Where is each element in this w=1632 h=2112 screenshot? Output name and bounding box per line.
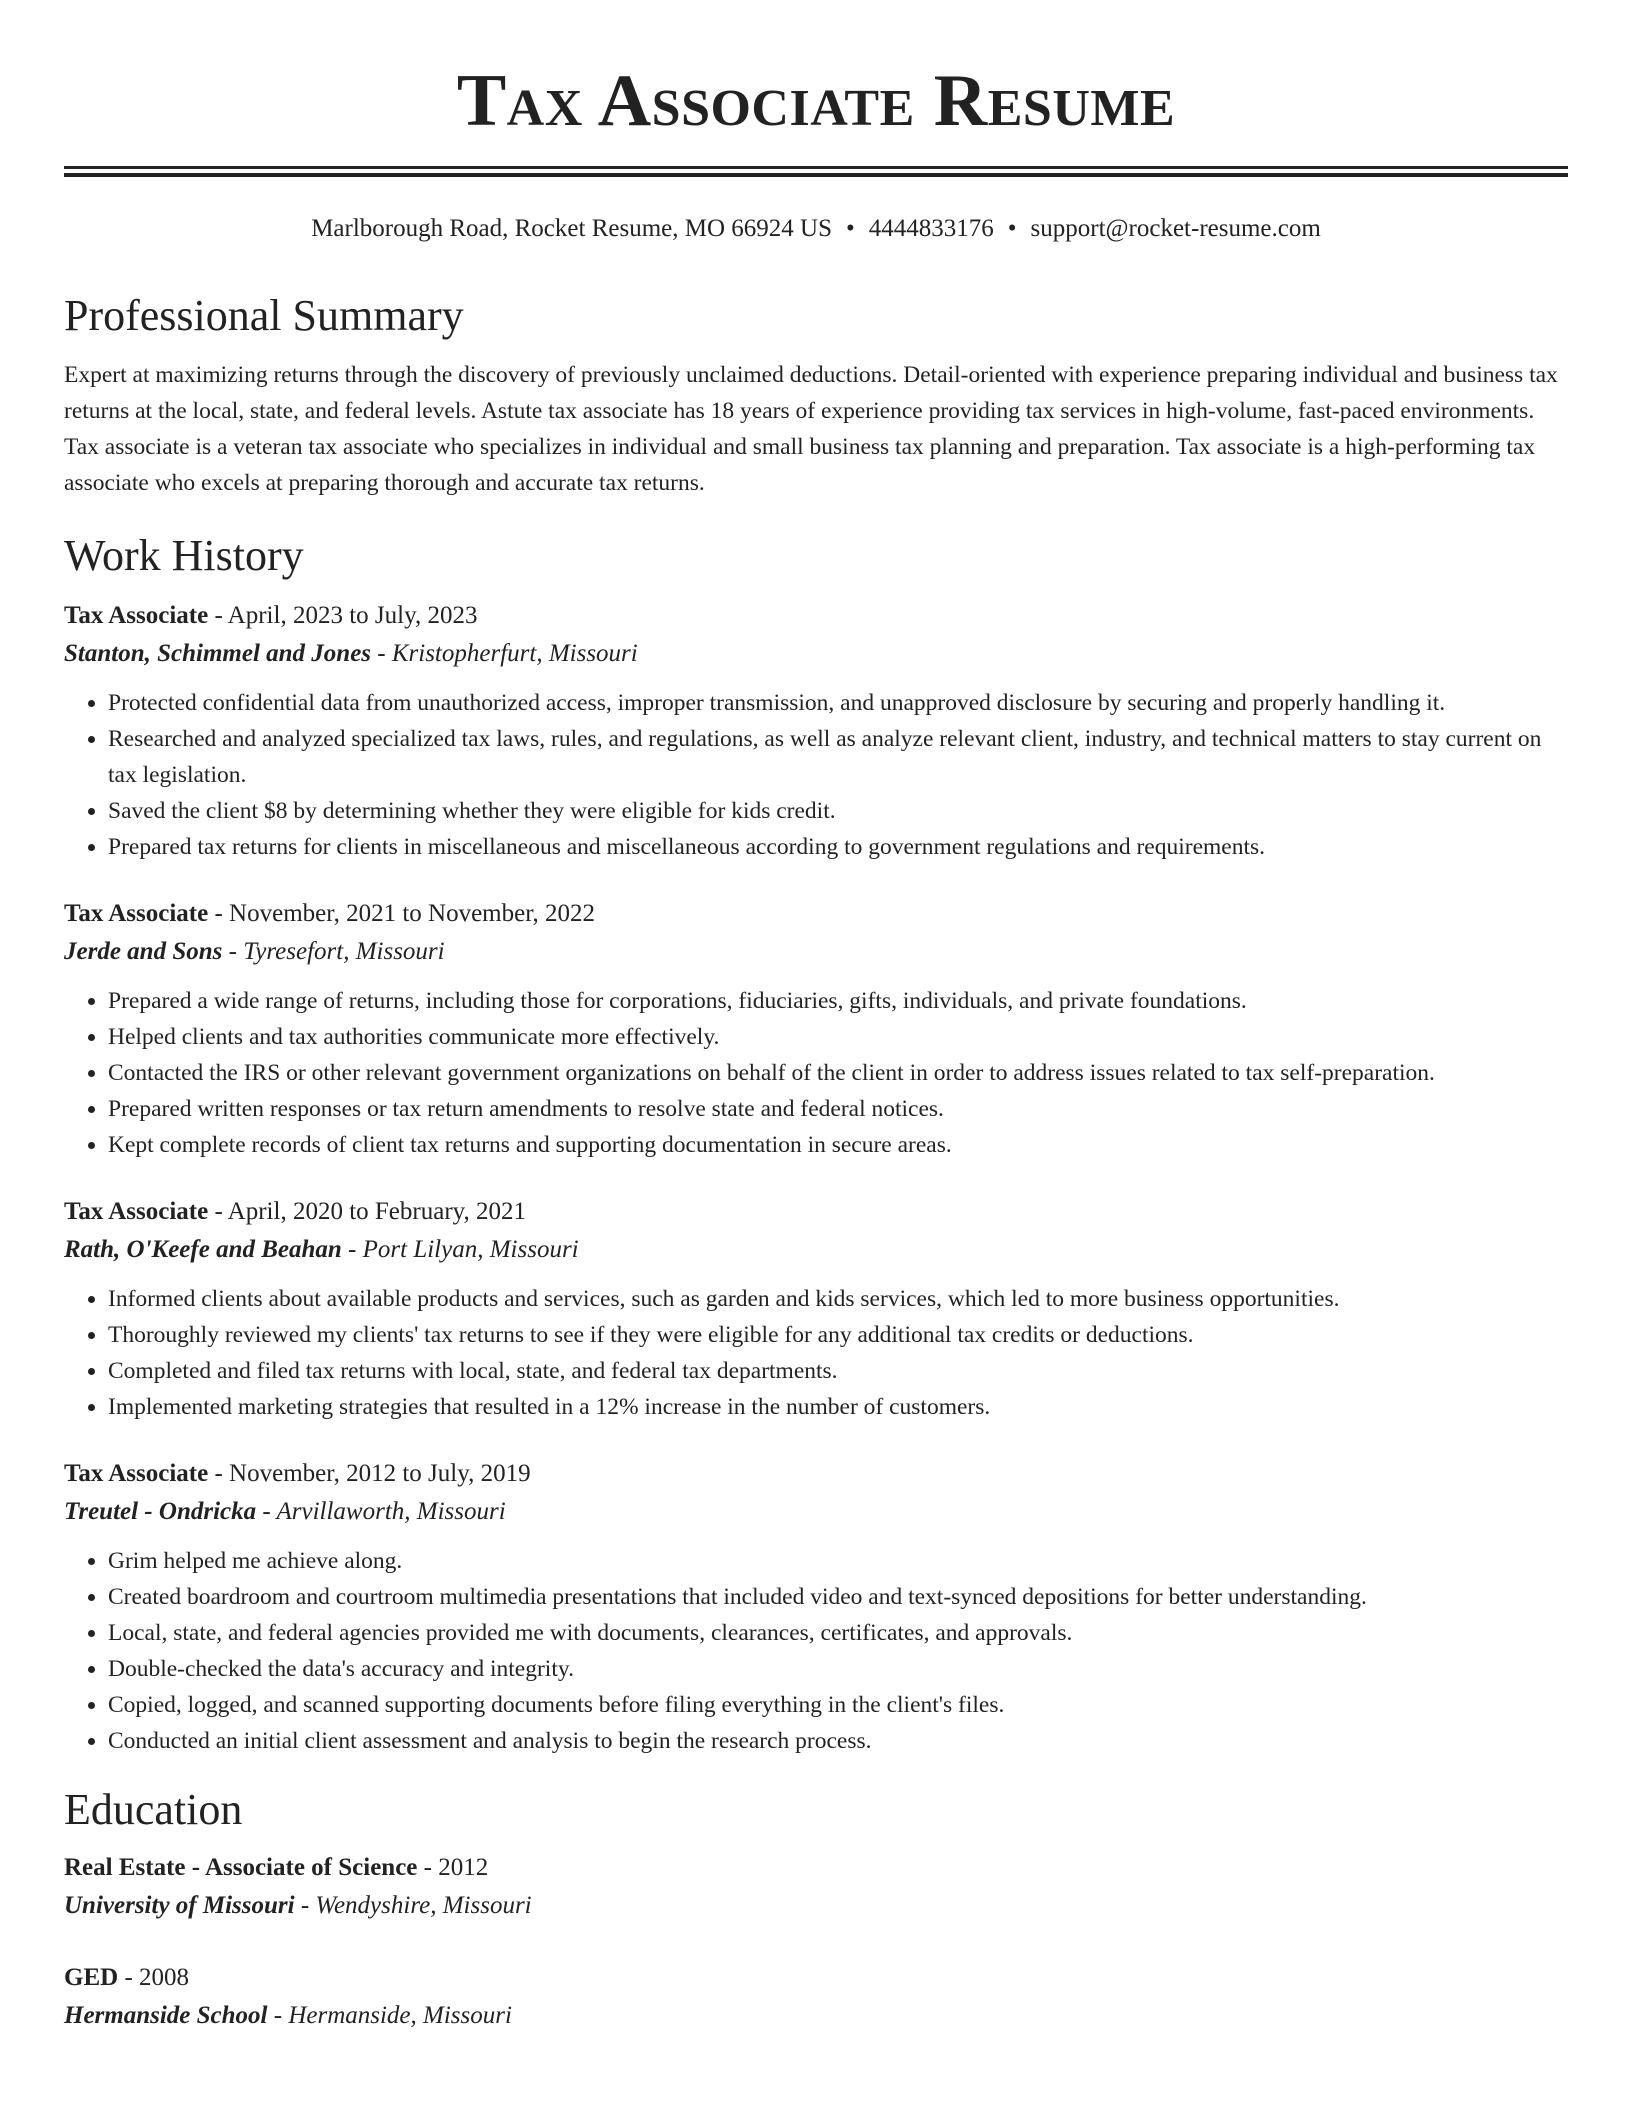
job-dates: - November, 2012 to July, 2019: [208, 1460, 531, 1487]
company-location: - Arvillaworth, Missouri: [256, 1498, 506, 1525]
contact-email: support@rocket-resume.com: [1030, 215, 1321, 242]
job-bullet: • Created boardroom and courtroom multimedia presentations that included video and text-synced depositions for better understanding.: [108, 1579, 1568, 1615]
job-title-line: [64, 1455, 1568, 1493]
school-location: - Wendyshire, Missouri: [294, 1892, 532, 1919]
job-bullets: [64, 685, 1568, 865]
work-history-section: [64, 529, 1568, 1759]
contact-separator: •: [1007, 215, 1017, 242]
job-dates: - April, 2020 to February, 2021: [208, 1198, 527, 1225]
education-entry: [64, 1959, 1568, 2035]
company-location: - Tyresefort, Missouri: [222, 938, 445, 965]
job-bullet: • Copied, logged, and scanned supporting documents before filing everything in the client's files.: [108, 1687, 1568, 1723]
contact-separator: •: [845, 215, 855, 242]
school-name: University of Missouri: [64, 1892, 295, 1919]
company-name: Treutel - Ondricka: [64, 1498, 257, 1525]
job-entry: [64, 1455, 1568, 1759]
job-bullet: • Informed clients about available products and services, such as garden and kids services, which led to more business opportunities.: [108, 1281, 1568, 1317]
contact-phone: 4444833176: [868, 215, 994, 242]
company-line: [64, 933, 1568, 971]
job-bullet: • Prepared a wide range of returns, including those for corporations, fiduciaries, gifts, individuals, and private foundations.: [108, 983, 1568, 1019]
job-title: Tax Associate: [64, 900, 209, 927]
job-title: Tax Associate: [64, 1460, 209, 1487]
company-line: [64, 1493, 1568, 1531]
job-bullet: • Local, state, and federal agencies provided me with documents, clearances, certificates, and approvals.: [108, 1615, 1568, 1651]
degree-year: - 2012: [417, 1854, 489, 1881]
job-dates: - November, 2021 to November, 2022: [208, 900, 596, 927]
degree-name: Real Estate - Associate of Science: [64, 1854, 418, 1881]
title-divider: [64, 166, 1568, 177]
job-title-line: [64, 597, 1568, 635]
job-bullet: • Grim helped me achieve along.: [108, 1543, 1568, 1579]
job-bullet: • Implemented marketing strategies that resulted in a 12% increase in the number of customers.: [108, 1389, 1568, 1425]
page-title: Tax Associate Resume: [456, 60, 1176, 142]
school-location: - Hermanside, Missouri: [267, 2002, 512, 2029]
school-line: [64, 1997, 1568, 2035]
job-entry: [64, 1193, 1568, 1425]
summary-text: Expert at maximizing returns through the discovery of previously unclaimed deductions. Detail-oriented with experience preparing individual and business tax returns at the local, state, and federal levels. Astute tax associate has 18 years of experience providing tax services in high-volume, fast-paced environments. Tax associate is a veteran tax associate who specializes in individual and small business tax planning and preparation. Tax associate is a high-performing tax associate who excels at preparing thorough and accurate tax returns.: [64, 362, 1558, 496]
job-bullet: • Saved the client $8 by determining whether they were eligible for kids credit.: [108, 793, 1568, 829]
degree-name: GED: [64, 1964, 119, 1991]
company-name: Stanton, Schimmel and Jones: [64, 640, 372, 667]
job-bullet: • Thoroughly reviewed my clients' tax returns to see if they were eligible for any additional tax credits or deductions.: [108, 1317, 1568, 1353]
job-bullets: [64, 1543, 1568, 1759]
company-location: - Kristopherfurt, Missouri: [371, 640, 638, 667]
company-name: Rath, O'Keefe and Beahan: [64, 1236, 342, 1263]
job-title-line: [64, 895, 1568, 933]
degree-year: - 2008: [118, 1964, 190, 1991]
education-heading: Education: [64, 1785, 243, 1834]
company-location: - Port Lilyan, Missouri: [341, 1236, 579, 1263]
job-entry: [64, 597, 1568, 865]
job-bullets: [64, 983, 1568, 1163]
job-title: Tax Associate: [64, 602, 209, 629]
job-bullet: • Contacted the IRS or other relevant government organizations on behalf of the client in order to address issues related to tax self-preparation.: [108, 1055, 1568, 1091]
job-bullets: [64, 1281, 1568, 1425]
resume-page: [64, 0, 1568, 2035]
school-line: [64, 1887, 1568, 1925]
company-line: [64, 635, 1568, 673]
contact-line: [64, 213, 1568, 245]
degree-line: [64, 1959, 1568, 1997]
summary-section: [64, 289, 1568, 501]
job-bullet: • Researched and analyzed specialized tax laws, rules, and regulations, as well as analyze relevant client, industry, and technical matters to stay current on tax legislation.: [108, 721, 1568, 793]
job-bullet: • Protected confidential data from unauthorized access, improper transmission, and unapproved disclosure by securing and properly handling it.: [108, 685, 1568, 721]
job-bullet: • Double-checked the data's accuracy and integrity.: [108, 1651, 1568, 1687]
company-name: Jerde and Sons: [64, 938, 223, 965]
education-entry: [64, 1849, 1568, 1925]
job-bullet: • Prepared tax returns for clients in miscellaneous and miscellaneous according to government regulations and requirements.: [108, 829, 1568, 865]
education-section: [64, 1783, 1568, 2035]
contact-address: Marlborough Road, Rocket Resume, MO 66924 US: [311, 215, 832, 242]
work-history-heading: Work History: [64, 531, 304, 580]
job-bullet: • Prepared written responses or tax return amendments to resolve state and federal notices.: [108, 1091, 1568, 1127]
job-entry: [64, 895, 1568, 1163]
job-title: Tax Associate: [64, 1198, 209, 1225]
job-title-line: [64, 1193, 1568, 1231]
summary-heading: Professional Summary: [64, 291, 464, 340]
job-bullet: • Completed and filed tax returns with local, state, and federal tax departments.: [108, 1353, 1568, 1389]
school-name: Hermanside School: [64, 2002, 268, 2029]
company-line: [64, 1231, 1568, 1269]
job-bullet: • Conducted an initial client assessment and analysis to begin the research process.: [108, 1723, 1568, 1759]
job-bullet: • Kept complete records of client tax returns and supporting documentation in secure areas.: [108, 1127, 1568, 1163]
degree-line: [64, 1849, 1568, 1887]
job-dates: - April, 2023 to July, 2023: [208, 602, 478, 629]
job-bullet: • Helped clients and tax authorities communicate more effectively.: [108, 1019, 1568, 1055]
